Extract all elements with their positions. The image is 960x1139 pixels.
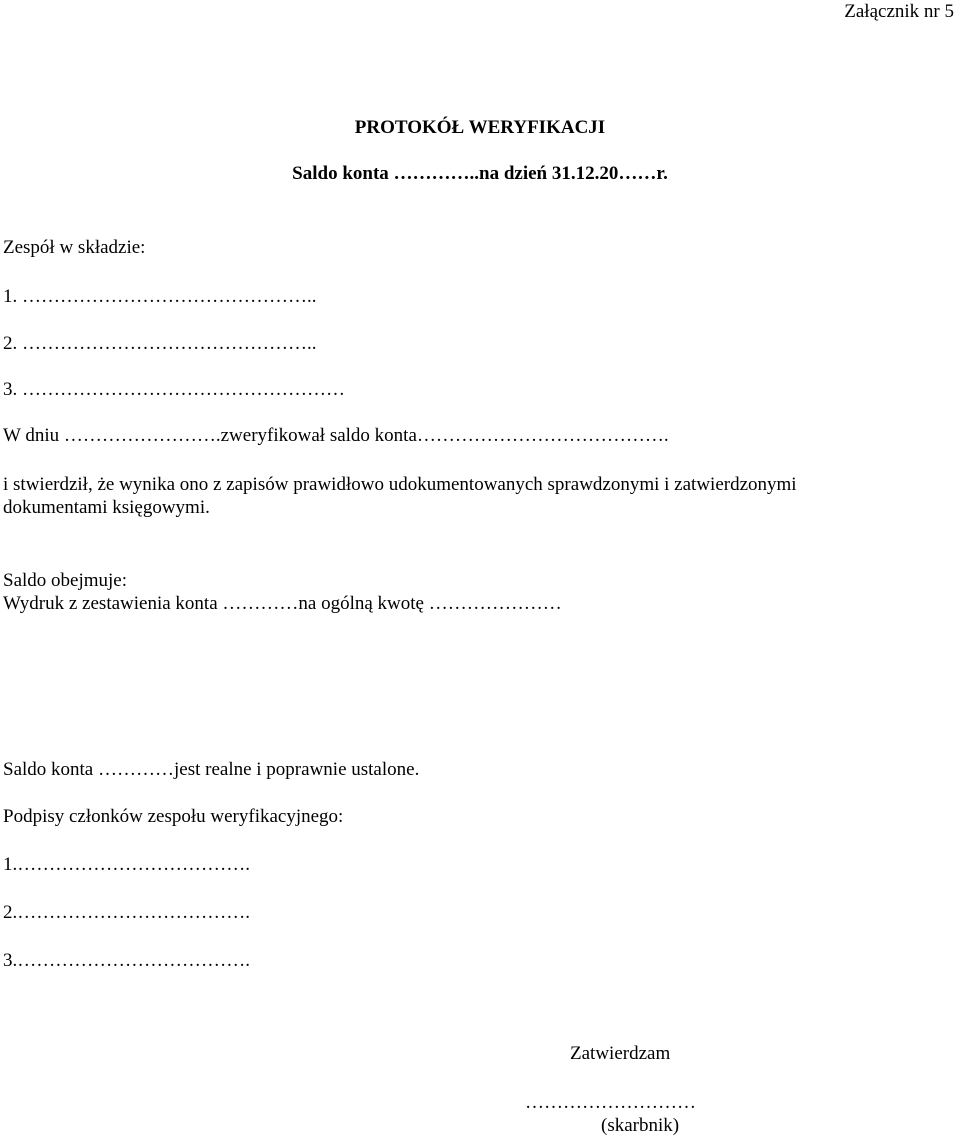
- treasurer-label: (skarbnik): [601, 1115, 680, 1136]
- team-member-line: 2. ………………………………………..: [3, 333, 317, 354]
- verification-date-line: W dniu …………………….zweryfikował saldo konta………………………………….: [3, 425, 669, 446]
- signatures-label: Podpisy członków zespołu weryfikacyjnego:: [3, 806, 344, 827]
- balance-header: Saldo konta …………..na dzień 31.12.20……r.: [292, 163, 668, 184]
- team-member-line: 1. ………………………………………..: [3, 286, 317, 307]
- statement-text: i stwierdził, że wynika ono z zapisów prawidłowo udokumentowanych sprawdzonymi i zatwierdzonymi: [3, 474, 797, 495]
- team-label: Zespół w składzie:: [3, 237, 146, 258]
- annex-label: Załącznik nr 5: [844, 1, 954, 22]
- approval-label: Zatwierdzam: [570, 1043, 671, 1064]
- document-title: PROTOKÓŁ WERYFIKACJI: [354, 117, 606, 138]
- statement-text-continued: dokumentami księgowymi.: [3, 497, 210, 518]
- signature-line: 1.……………………………….: [3, 854, 250, 875]
- treasurer-signature-line: ………………………: [525, 1092, 696, 1113]
- signature-line: 3.……………………………….: [3, 950, 250, 971]
- team-member-line: 3. ……………………………………………: [3, 379, 345, 400]
- printout-line: Wydruk z zestawienia konta …………na ogólną kwotę …………………: [3, 593, 562, 614]
- balance-correct-line: Saldo konta …………jest realne i poprawnie ustalone.: [3, 759, 420, 780]
- signature-line: 2.……………………………….: [3, 902, 250, 923]
- balance-includes-label: Saldo obejmuje:: [3, 570, 128, 591]
